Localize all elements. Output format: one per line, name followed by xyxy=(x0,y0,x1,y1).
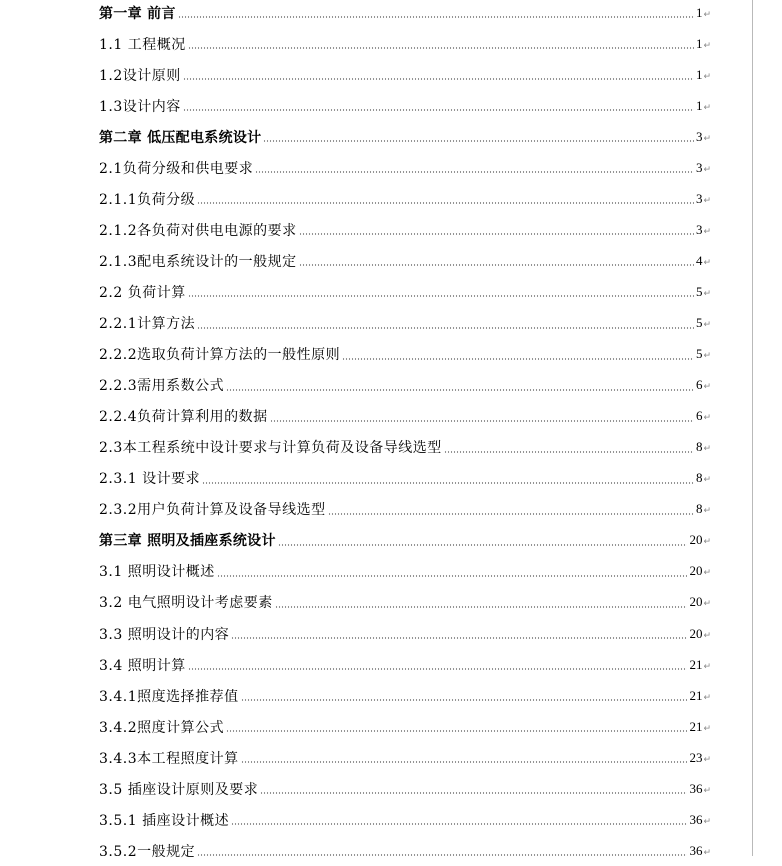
paragraph-mark-icon: ↵ xyxy=(703,444,711,455)
toc-dot-leader xyxy=(241,761,688,763)
toc-page-number: 3 xyxy=(695,159,703,175)
toc-dot-leader xyxy=(231,637,687,639)
toc-page-number: 1 xyxy=(695,4,703,20)
paragraph-mark-icon: ↵ xyxy=(703,692,711,703)
toc-entry[interactable] xyxy=(99,649,711,680)
toc-entry-title: 2.2.2选取负荷计算方法的一般性原则 xyxy=(99,347,341,364)
toc-dot-leader xyxy=(197,202,694,204)
toc-dot-leader xyxy=(217,575,688,577)
toc-page-number: 6 xyxy=(695,377,703,393)
toc-entry[interactable] xyxy=(99,152,711,183)
toc-entry[interactable] xyxy=(99,494,711,525)
toc-dot-leader xyxy=(260,792,687,794)
toc-dot-leader xyxy=(188,668,688,670)
toc-entry-title: 3.5.2一般规定 xyxy=(99,843,196,860)
toc-page-number: 20 xyxy=(689,563,703,579)
toc-entry[interactable] xyxy=(99,245,711,276)
toc-page-number: 5 xyxy=(695,315,703,330)
toc-entry[interactable] xyxy=(99,804,711,835)
toc-dot-leader xyxy=(263,140,693,142)
toc-dot-leader xyxy=(188,295,694,297)
toc-entry-title: 2.2.4负荷计算利用的数据 xyxy=(99,409,268,426)
paragraph-mark-icon: ↵ xyxy=(703,816,711,827)
toc-entry[interactable] xyxy=(99,276,711,307)
toc-page-number: 4 xyxy=(695,252,703,268)
toc-dot-leader xyxy=(275,606,688,608)
toc-dot-leader xyxy=(226,389,694,391)
toc-page-number: 20 xyxy=(689,532,703,548)
toc-entry[interactable] xyxy=(99,370,711,401)
paragraph-mark-icon: ↵ xyxy=(703,723,711,734)
toc-dot-leader xyxy=(444,451,694,453)
toc-entry[interactable] xyxy=(99,835,711,866)
toc-chapter-entry[interactable] xyxy=(99,0,711,28)
toc-entry[interactable] xyxy=(99,401,711,432)
toc-entry-title: 3.2 电气照明设计考虑要素 xyxy=(99,595,273,612)
toc-entry-title: 3.5.1 插座设计概述 xyxy=(99,812,230,829)
toc-entry-title: 3.3 照明设计的内容 xyxy=(99,626,230,643)
toc-dot-leader xyxy=(231,823,687,825)
toc-dot-leader xyxy=(299,264,694,266)
toc-entry-title: 2.1.1负荷分级 xyxy=(99,191,196,208)
toc-entry[interactable] xyxy=(99,680,711,711)
toc-chapter-entry[interactable] xyxy=(99,525,711,556)
toc-entry[interactable] xyxy=(99,308,711,339)
toc-entry-title: 3.4 照明计算 xyxy=(99,657,186,674)
toc-entry-title: 1.1 工程概况 xyxy=(99,36,186,53)
toc-entry-title: 2.1负荷分级和供电要求 xyxy=(99,160,254,177)
paragraph-mark-icon: ↵ xyxy=(703,506,711,517)
toc-entry[interactable] xyxy=(99,28,711,59)
toc-page-number: 21 xyxy=(689,656,703,672)
toc-dot-leader xyxy=(202,482,694,484)
toc-page-number: 5 xyxy=(695,283,703,299)
toc-entry-title: 2.3.2用户负荷计算及设备导线选型 xyxy=(99,502,326,519)
page-right-edge xyxy=(752,0,753,856)
toc-page-number: 21 xyxy=(689,687,703,703)
paragraph-mark-icon: ↵ xyxy=(703,226,711,237)
toc-entry[interactable] xyxy=(99,556,711,587)
toc-entry-title: 3.5 插座设计原则及要求 xyxy=(99,781,259,798)
toc-entry-title: 2.2 负荷计算 xyxy=(99,284,186,301)
paragraph-mark-icon: ↵ xyxy=(703,475,711,486)
toc-dot-leader xyxy=(183,109,694,111)
toc-page-number: 8 xyxy=(695,470,703,486)
toc-entry[interactable] xyxy=(99,214,711,245)
toc-dot-leader xyxy=(299,233,694,235)
paragraph-mark-icon: ↵ xyxy=(703,630,711,641)
toc-entry[interactable] xyxy=(99,711,711,742)
toc-page-number: 36 xyxy=(689,842,703,858)
toc-entry[interactable] xyxy=(99,432,711,463)
paragraph-mark-icon: ↵ xyxy=(703,382,711,393)
toc-entry-title: 3.1 照明设计概述 xyxy=(99,564,215,581)
paragraph-mark-icon: ↵ xyxy=(703,537,711,548)
toc-page-number: 23 xyxy=(689,749,703,765)
toc-entry[interactable] xyxy=(99,183,711,214)
toc-entry-title: 1.3设计内容 xyxy=(99,98,181,115)
toc-entry-title: 2.2.1计算方法 xyxy=(99,316,196,332)
toc-page-number: 36 xyxy=(689,780,703,796)
paragraph-mark-icon: ↵ xyxy=(703,9,711,20)
toc-entry-title: 2.1.2各负荷对供电电源的要求 xyxy=(99,222,297,239)
toc-entry-title: 2.1.3配电系统设计的一般规定 xyxy=(99,253,297,270)
paragraph-mark-icon: ↵ xyxy=(703,754,711,765)
toc-entry-title: 3.4.2照度计算公式 xyxy=(99,719,225,736)
toc-chapter-entry[interactable] xyxy=(99,121,711,152)
paragraph-mark-icon: ↵ xyxy=(703,413,711,424)
toc-page-number: 1 xyxy=(695,35,703,51)
toc-dot-leader xyxy=(183,78,694,80)
toc-page-number: 1 xyxy=(695,97,703,113)
paragraph-mark-icon: ↵ xyxy=(703,847,711,858)
paragraph-mark-icon: ↵ xyxy=(703,785,711,796)
toc-entry-title: 2.3.1 设计要求 xyxy=(99,471,201,488)
toc-page-number: 6 xyxy=(695,408,703,424)
toc-page-number: 3 xyxy=(695,221,703,237)
paragraph-mark-icon: ↵ xyxy=(703,195,711,206)
toc-page-number: 8 xyxy=(695,439,703,455)
toc-entry-title: 3.4.1照度选择推荐值 xyxy=(99,688,239,705)
paragraph-mark-icon: ↵ xyxy=(703,288,711,299)
toc-entry[interactable] xyxy=(99,773,711,804)
toc-entry-title: 第三章 照明及插座系统设计 xyxy=(99,533,276,550)
toc-dot-leader xyxy=(226,730,687,732)
paragraph-mark-icon: ↵ xyxy=(703,164,711,175)
toc-page-number: 21 xyxy=(689,718,703,734)
toc-entry[interactable] xyxy=(99,59,711,90)
paragraph-mark-icon: ↵ xyxy=(703,257,711,268)
toc-dot-leader xyxy=(255,171,694,173)
paragraph-mark-icon: ↵ xyxy=(703,102,711,113)
toc-dot-leader xyxy=(342,358,694,360)
paragraph-mark-icon: ↵ xyxy=(703,40,711,51)
paragraph-mark-icon: ↵ xyxy=(703,568,711,579)
toc-dot-leader xyxy=(328,513,694,515)
toc-page-number: 20 xyxy=(689,594,703,610)
toc-entry-title: 第二章 低压配电系统设计 xyxy=(99,129,262,146)
toc-entry-title: 2.2.3需用系数公式 xyxy=(99,378,225,395)
paragraph-mark-icon: ↵ xyxy=(703,320,711,330)
toc-dot-leader xyxy=(270,420,694,422)
toc-page-number: 3 xyxy=(695,190,703,206)
toc-page-number: 20 xyxy=(689,625,703,641)
toc-dot-leader xyxy=(197,854,687,856)
toc-entry[interactable] xyxy=(99,742,711,773)
paragraph-mark-icon: ↵ xyxy=(703,599,711,610)
toc-dot-leader xyxy=(197,327,694,329)
paragraph-mark-icon: ↵ xyxy=(703,71,711,82)
toc-entry[interactable] xyxy=(99,339,711,370)
toc-dot-leader xyxy=(241,699,688,701)
toc-entry-title: 1.2设计原则 xyxy=(99,67,181,84)
toc-entry-title: 2.3本工程系统中设计要求与计算负荷及设备导线选型 xyxy=(99,440,442,457)
toc-page-number: 1 xyxy=(695,66,703,82)
toc-page-number: 5 xyxy=(695,346,703,362)
toc-entry-title: 3.4.3本工程照度计算 xyxy=(99,750,239,767)
toc-page-number: 3 xyxy=(695,128,703,144)
toc-entry[interactable] xyxy=(99,587,711,618)
toc-dot-leader xyxy=(188,47,694,49)
toc-entry-title: 第一章 前言 xyxy=(99,5,176,22)
toc-dot-leader xyxy=(178,16,694,18)
toc-entry[interactable] xyxy=(99,463,711,494)
toc-page-number: 8 xyxy=(695,501,703,517)
toc-dot-leader xyxy=(278,544,688,546)
toc-page-number: 36 xyxy=(689,811,703,827)
paragraph-mark-icon: ↵ xyxy=(703,661,711,672)
toc-entry[interactable] xyxy=(99,90,711,121)
paragraph-mark-icon: ↵ xyxy=(703,351,711,362)
paragraph-mark-icon: ↵ xyxy=(703,133,711,144)
toc-entry[interactable] xyxy=(99,618,711,649)
